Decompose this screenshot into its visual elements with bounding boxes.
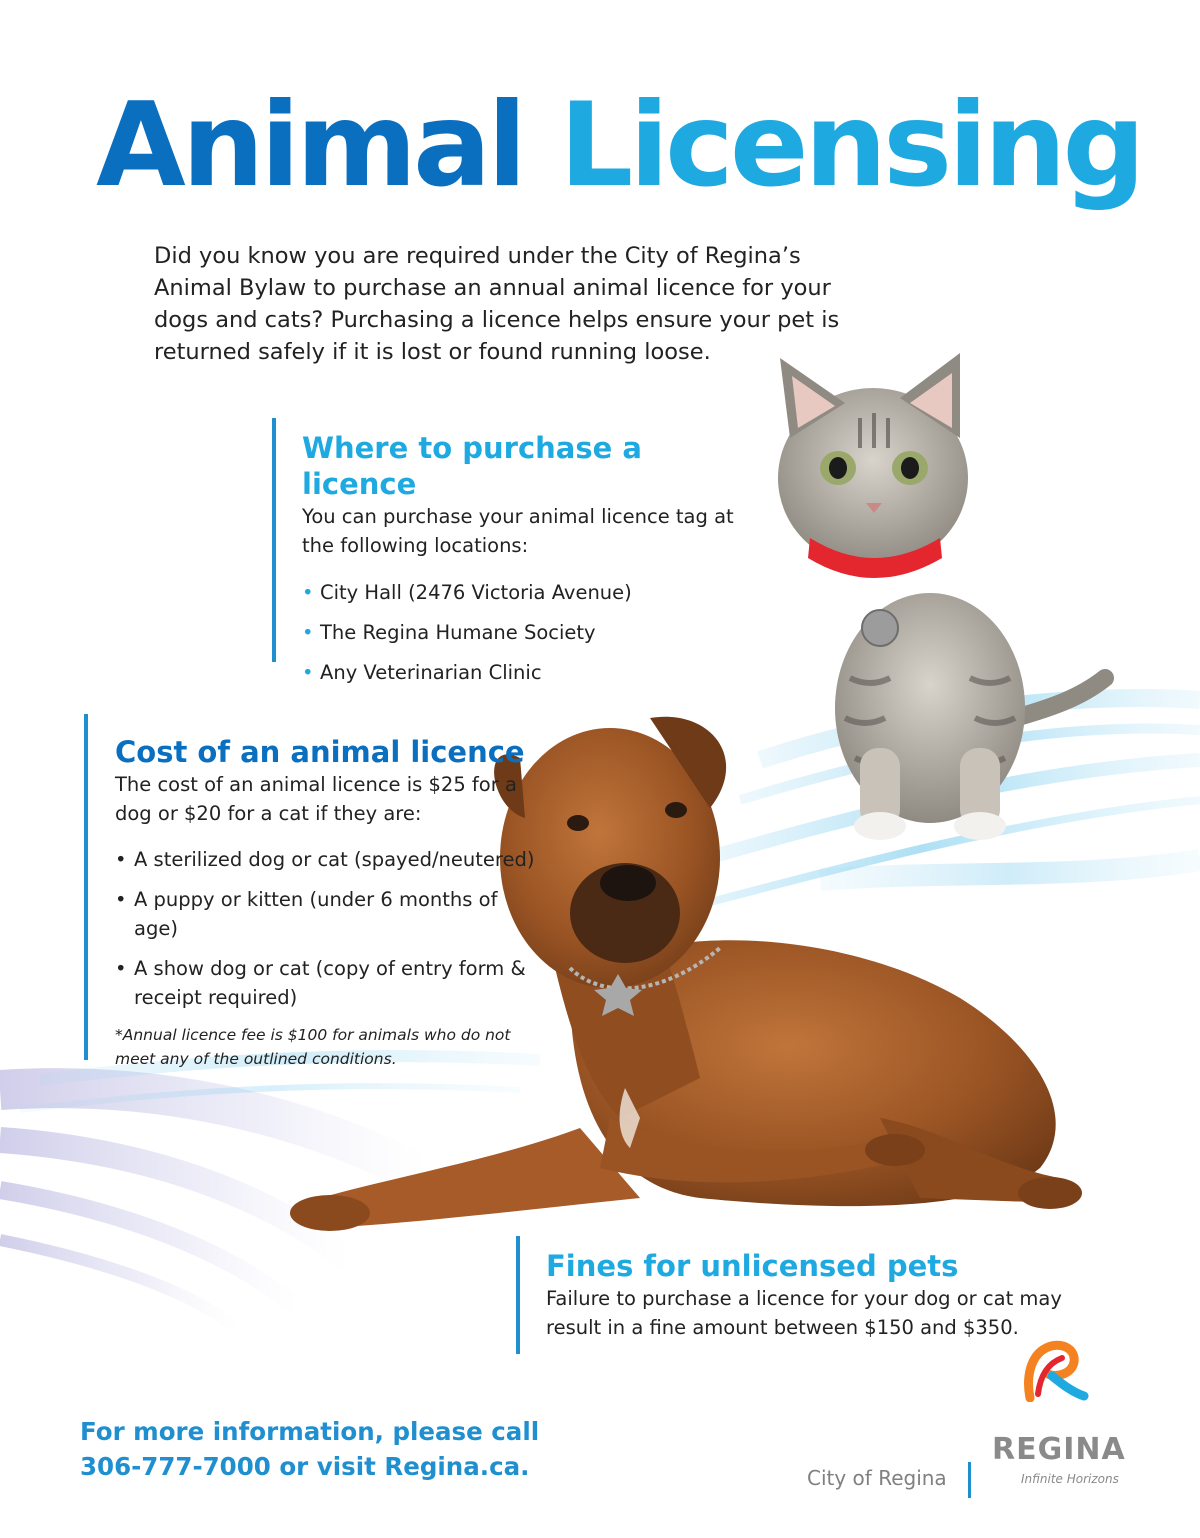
bullet-icon: • [302,621,314,644]
bullet-icon: • [302,581,314,604]
fines-section [516,1236,1096,1354]
page-title [96,78,1142,213]
condition-young: A puppy or kitten (under 6 months of age) [134,888,498,940]
list-item [115,845,544,874]
contact-info [80,1414,600,1484]
list-item [115,885,544,943]
contact-line-1: For more information, please call [80,1417,540,1446]
contact-line-2: 306-777-7000 or visit Regina.ca. [80,1452,530,1481]
locations-list [302,578,752,687]
location-vet-clinic: Any Veterinarian Clinic [320,661,542,684]
where-to-purchase-section [272,418,752,684]
where-text: You can purchase your animal licence tag at the following locations: [302,505,734,557]
cost-section [84,714,544,1068]
title-word-animal: Animal [96,78,524,213]
regina-logo-icon [1016,1338,1090,1402]
conditions-list [115,845,544,1012]
intro-paragraph: Did you know you are required under the City of Regina’s Animal Bylaw to purchase an annual animal licence for your dogs and cats? Purchasing a licence helps ensure your pet is returned safely if it is lost or found running loose. [154,243,840,365]
list-item [302,658,752,687]
where-heading: Where to purchase a licence [302,431,642,501]
cost-text: The cost of an animal licence is $25 for a dog or $20 for a cat if they are: [115,773,517,825]
bullet-icon: • [115,888,127,911]
list-item [302,618,752,647]
regina-logo-wordmark: REGINA [992,1432,1126,1467]
location-humane-society: The Regina Humane Society [320,621,596,644]
fines-heading: Fines for unlicensed pets [546,1249,959,1283]
bullet-icon: • [115,957,127,980]
list-item [115,954,544,1012]
bullet-icon: • [302,661,314,684]
cost-heading: Cost of an animal licence [115,735,525,769]
list-item [302,578,752,607]
location-city-hall: City Hall (2476 Victoria Avenue) [320,581,632,604]
title-word-licensing: Licensing [559,78,1142,213]
city-of-regina-label: City of Regina [807,1466,947,1490]
fee-footnote: *Annual licence fee is $100 for animals who do not meet any of the outlined conditions. [115,1026,511,1068]
fines-text: Failure to purchase a licence for your dog or cat may result in a fine amount between $150 and $350. [546,1287,1062,1339]
regina-logo-tagline: Infinite Horizons [1021,1472,1119,1486]
footer-divider [968,1462,971,1498]
bullet-icon: • [115,848,127,871]
condition-show: A show dog or cat (copy of entry form & receipt required) [134,957,526,1009]
condition-sterilized: A sterilized dog or cat (spayed/neutered) [134,848,535,871]
